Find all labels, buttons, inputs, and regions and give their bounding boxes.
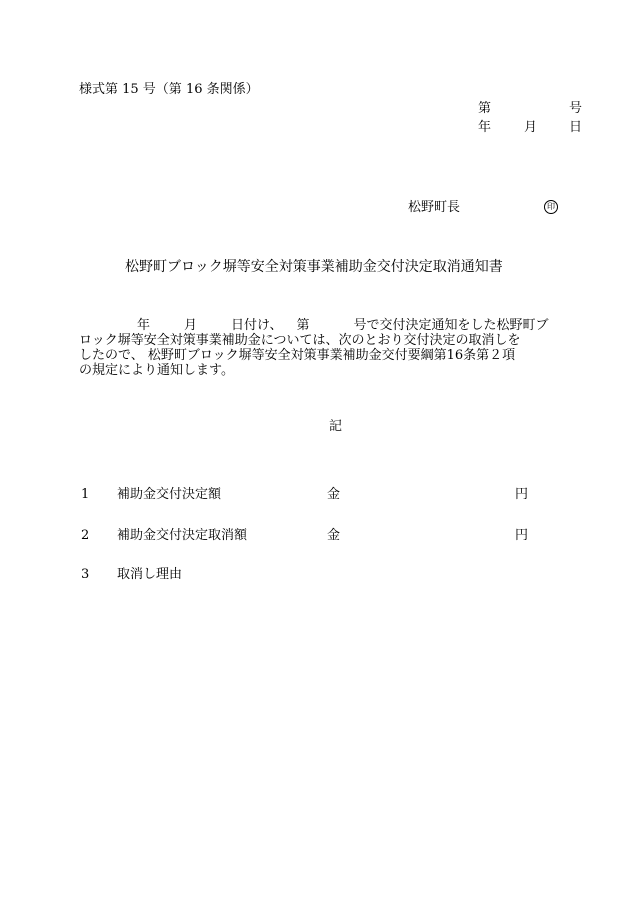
date-year: 年 bbox=[478, 120, 492, 135]
doc-number-prefix: 第 bbox=[478, 101, 492, 116]
item-1-number: 1 bbox=[81, 487, 90, 502]
item-2-label: 補助金交付決定取消額 bbox=[117, 528, 248, 543]
body-paragraph bbox=[79, 318, 587, 378]
body-number-prefix: 第 bbox=[296, 318, 310, 333]
seal-mark bbox=[544, 199, 558, 214]
body-date-suffix: 日付け、 bbox=[231, 318, 283, 333]
item-2-prefix: 金 bbox=[327, 528, 341, 543]
body-month: 月 bbox=[184, 318, 198, 333]
body-line-1-rest: 号で交付決定通知をした松野町ブ bbox=[353, 318, 549, 333]
item-1-prefix: 金 bbox=[327, 487, 341, 502]
body-year: 年 bbox=[137, 318, 151, 333]
ki-heading: 記 bbox=[329, 419, 343, 434]
date-day: 日 bbox=[569, 120, 583, 135]
doc-number-suffix: 号 bbox=[569, 101, 583, 116]
item-3-number: 3 bbox=[81, 567, 90, 582]
date-month: 月 bbox=[524, 120, 538, 135]
item-2-unit: 円 bbox=[515, 528, 529, 543]
body-line-2: ロック塀等安全対策事業補助金については、次のとおり交付決定の取消しを bbox=[79, 333, 521, 348]
body-line-4: の規定により通知します。 bbox=[79, 363, 234, 378]
sender-name: 松野町長 bbox=[408, 200, 461, 215]
item-3-label: 取消し理由 bbox=[117, 567, 183, 582]
body-line-3: したので、 松野町ブロック塀等安全対策事業補助金交付要綱第16条第２項 bbox=[79, 348, 516, 363]
document-title: 松野町ブロック塀等安全対策事業補助金交付決定取消通知書 bbox=[125, 259, 503, 275]
seal-icon: 印 bbox=[544, 200, 558, 214]
body-line-1 bbox=[79, 318, 587, 333]
form-label: 様式第 15 号（第 16 条関係） bbox=[79, 82, 259, 97]
item-1-label: 補助金交付決定額 bbox=[117, 487, 222, 502]
item-2-number: 2 bbox=[81, 528, 90, 543]
item-1-unit: 円 bbox=[515, 487, 529, 502]
